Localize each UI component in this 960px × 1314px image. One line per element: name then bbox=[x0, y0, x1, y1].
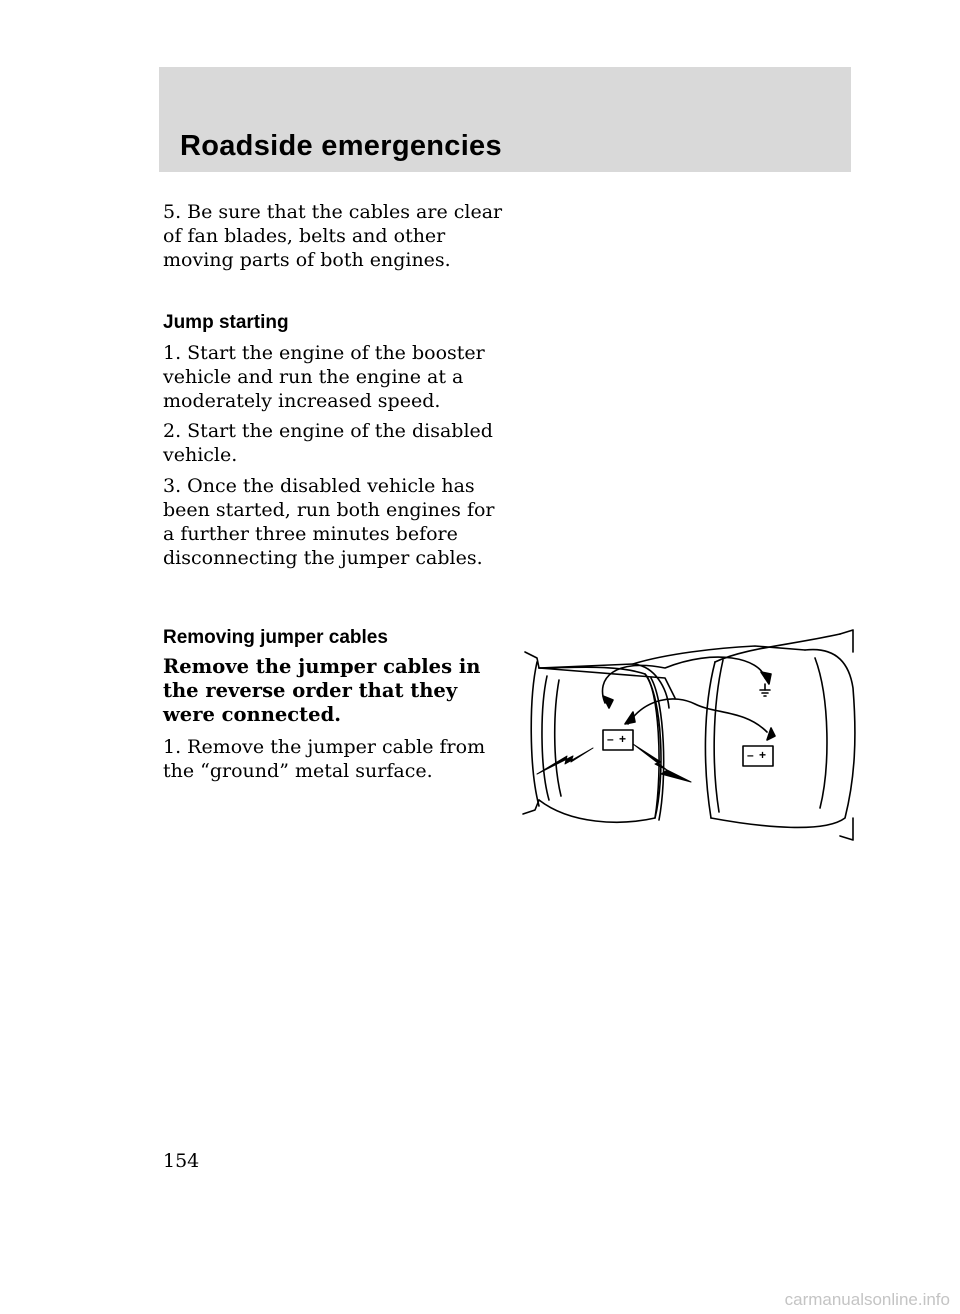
jump-step-3: 3. Once the disabled vehicle has been started, run both engines for a further three minutes before disconnecting the jumper cables. bbox=[163, 475, 495, 569]
remove-step-1: 1. Remove the jumper cable from the “ground” metal surface. bbox=[163, 736, 486, 782]
battery-right-plus-label: + bbox=[759, 748, 767, 762]
jump-step-2: 2. Start the engine of the disabled vehicle. bbox=[163, 420, 493, 466]
clamp-left-plus bbox=[625, 712, 635, 724]
jump-step-1: 1. Start the engine of the booster vehicle and run the engine at a moderately increased speed. bbox=[163, 342, 485, 412]
battery-left-plus-label: + bbox=[619, 732, 627, 746]
ground-symbol-icon bbox=[760, 684, 770, 696]
watermark: carmanualsonline.info bbox=[784, 1290, 950, 1309]
jump-starting-heading: Jump starting bbox=[163, 312, 289, 333]
reverse-order-note: Remove the jumper cables in the reverse order that they were connected. bbox=[163, 655, 481, 726]
page-number: 154 bbox=[163, 1150, 200, 1172]
lightning-bolt-right-icon bbox=[633, 744, 691, 782]
step-5-text: 5. Be sure that the cables are clear of fan blades, belts and other moving parts of both engines. bbox=[163, 201, 503, 271]
battery-left-minus-label: – bbox=[607, 732, 614, 746]
disabled-vehicle-outline bbox=[705, 630, 855, 840]
section-title: Roadside emergencies bbox=[180, 130, 502, 162]
clamp-ground bbox=[761, 672, 771, 684]
lightning-bolt-left-icon bbox=[537, 748, 593, 774]
battery-right-minus-label: – bbox=[747, 748, 754, 762]
removing-cables-heading: Removing jumper cables bbox=[163, 627, 388, 648]
clamp-right-plus bbox=[767, 728, 775, 740]
cable-positive bbox=[628, 699, 767, 732]
jumper-cable-diagram bbox=[515, 628, 860, 843]
booster-vehicle-outline bbox=[523, 652, 669, 822]
